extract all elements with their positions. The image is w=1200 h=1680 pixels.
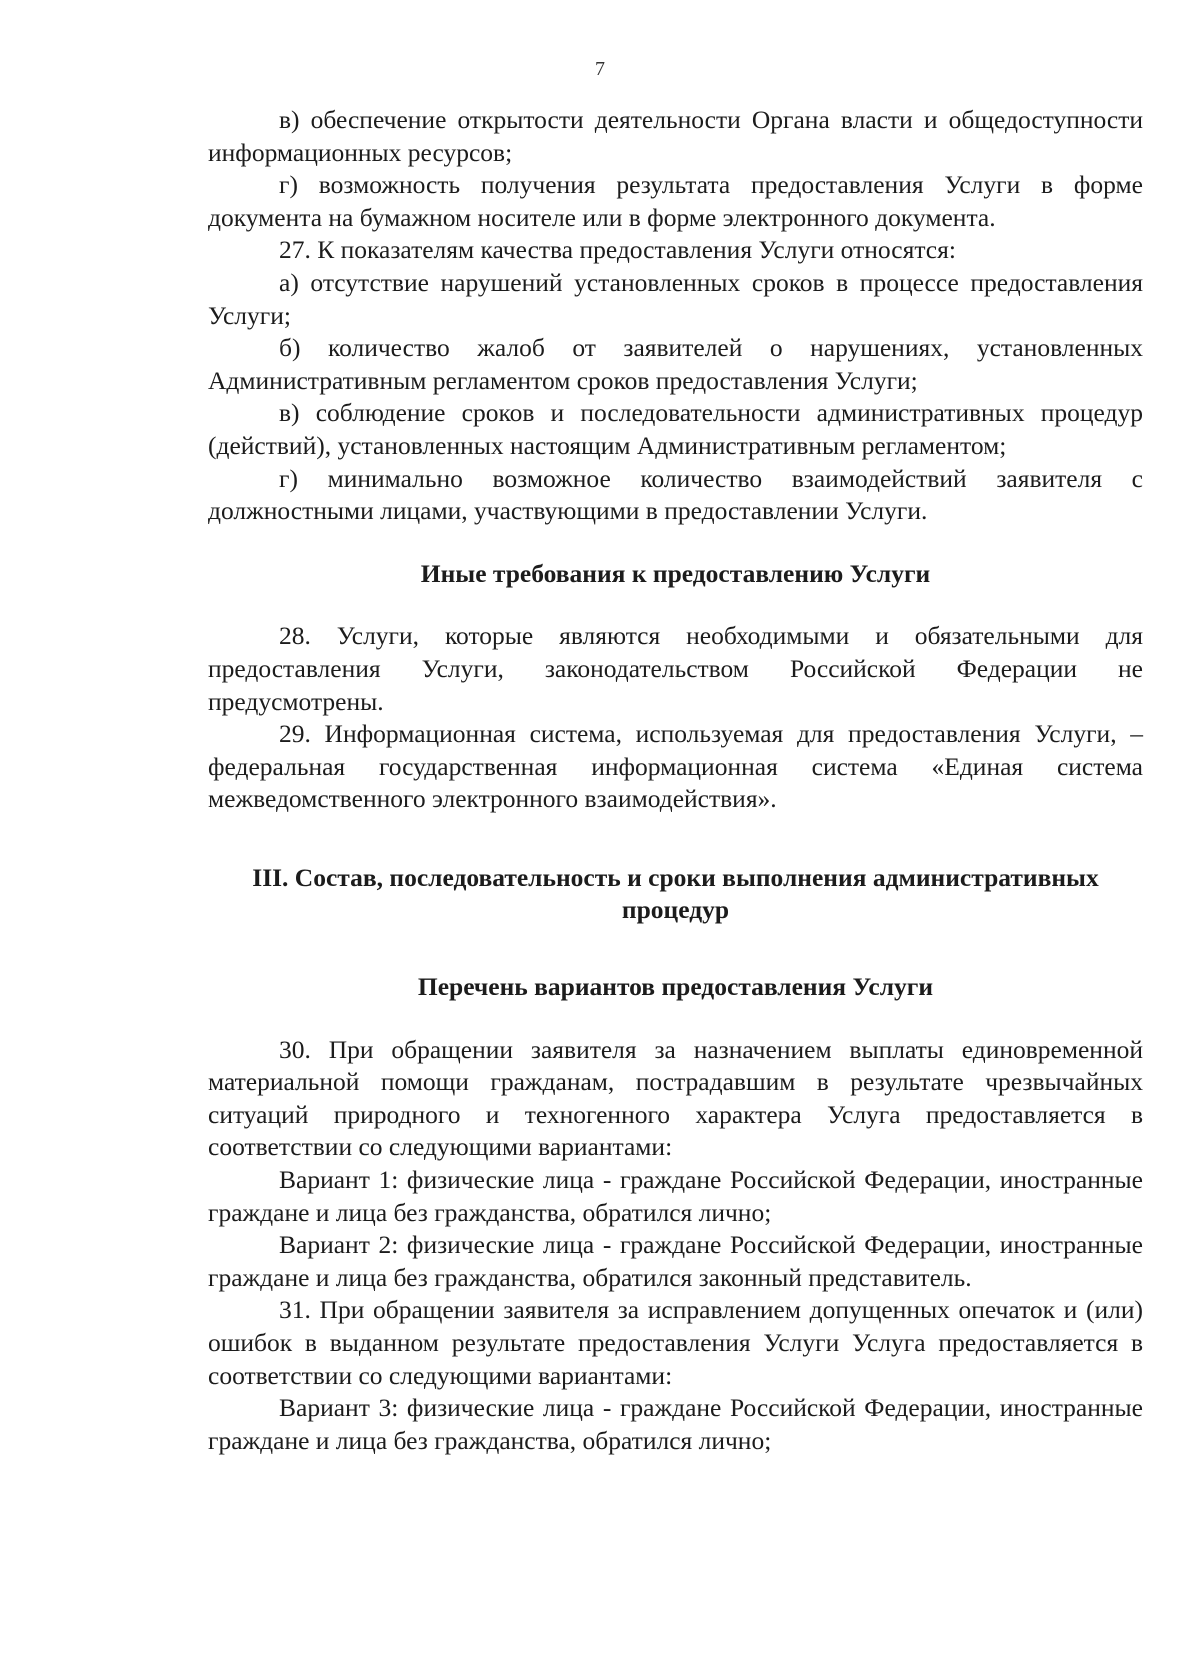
- document-body: [208, 104, 1143, 1457]
- page-number: 7: [595, 58, 605, 80]
- paragraph-g-result-form: г) возможность получения результата предоставления Услуги в форме документа на бумажном носителе или в форме электронного документа.: [208, 170, 1143, 232]
- paragraph-a-no-violations: а) отсутствие нарушений установленных сроков в процессе предоставления Услуги;: [208, 267, 1143, 330]
- paragraph-variant-2: Вариант 2: физические лица - граждане Российской Федерации, иностранные граждане и лица без гражданства, обратился законный представитель.: [208, 1230, 1143, 1292]
- paragraph-30-payment-variants: 30. При обращении заявителя за назначением выплаты единовременной материальной помощи гражданам, пострадавшим в результате чрезвычайных ситуаций природного и техногенного характера Услуга предоставляется в соответствии со следующими вариантами:: [208, 1034, 1143, 1162]
- paragraph-27-quality-indicators: 27. К показателям качества предоставления Услуги относятся:: [279, 235, 956, 265]
- section-heading-other-requirements: Иные требования к предоставлению Услуги: [420, 558, 931, 588]
- paragraph-variant-3: Вариант 3: физические лица - граждане Российской Федерации, иностранные граждане и лица без гражданства, обратился лично;: [208, 1393, 1143, 1455]
- paragraph-b-complaints: б) количество жалоб от заявителей о нарушениях, установленных Административным регламентом сроков предоставления Услуги;: [208, 333, 1143, 395]
- paragraph-31-corrections: 31. При обращении заявителя за исправлением допущенных опечаток и (или) ошибок в выданном результате предоставления Услуги Услуга предоставляется в соответствии со следующими вариантами:: [208, 1295, 1143, 1390]
- section-heading-iii-procedures: III. Состав, последовательность и сроки выполнения административных процедур: [252, 862, 1099, 925]
- paragraph-28-required-services: 28. Услуги, которые являются необходимыми и обязательными для предоставления Услуги, законодательством Российской Федерации не предусмотрены.: [208, 621, 1143, 716]
- paragraph-v-openness: в) обеспечение открытости деятельности Органа власти и общедоступности информационных ресурсов;: [208, 105, 1143, 167]
- paragraph-g-min-interactions: г) минимально возможное количество взаимодействий заявителя с должностными лицами, участвующими в предоставлении Услуги.: [208, 463, 1143, 526]
- paragraph-29-information-system: 29. Информационная система, используемая для предоставления Услуги, – федеральная государственная информационная система «Единая система межведомственного электронного взаимодействия».: [208, 719, 1143, 814]
- paragraph-variant-1: Вариант 1: физические лица - граждане Российской Федерации, иностранные граждане и лица без гражданства, обратился лично;: [208, 1165, 1143, 1227]
- section-heading-variants-list: Перечень вариантов предоставления Услуги: [417, 972, 934, 1002]
- paragraph-v-compliance: в) соблюдение сроков и последовательности административных процедур (действий), установленных настоящим Административным регламентом;: [208, 398, 1143, 460]
